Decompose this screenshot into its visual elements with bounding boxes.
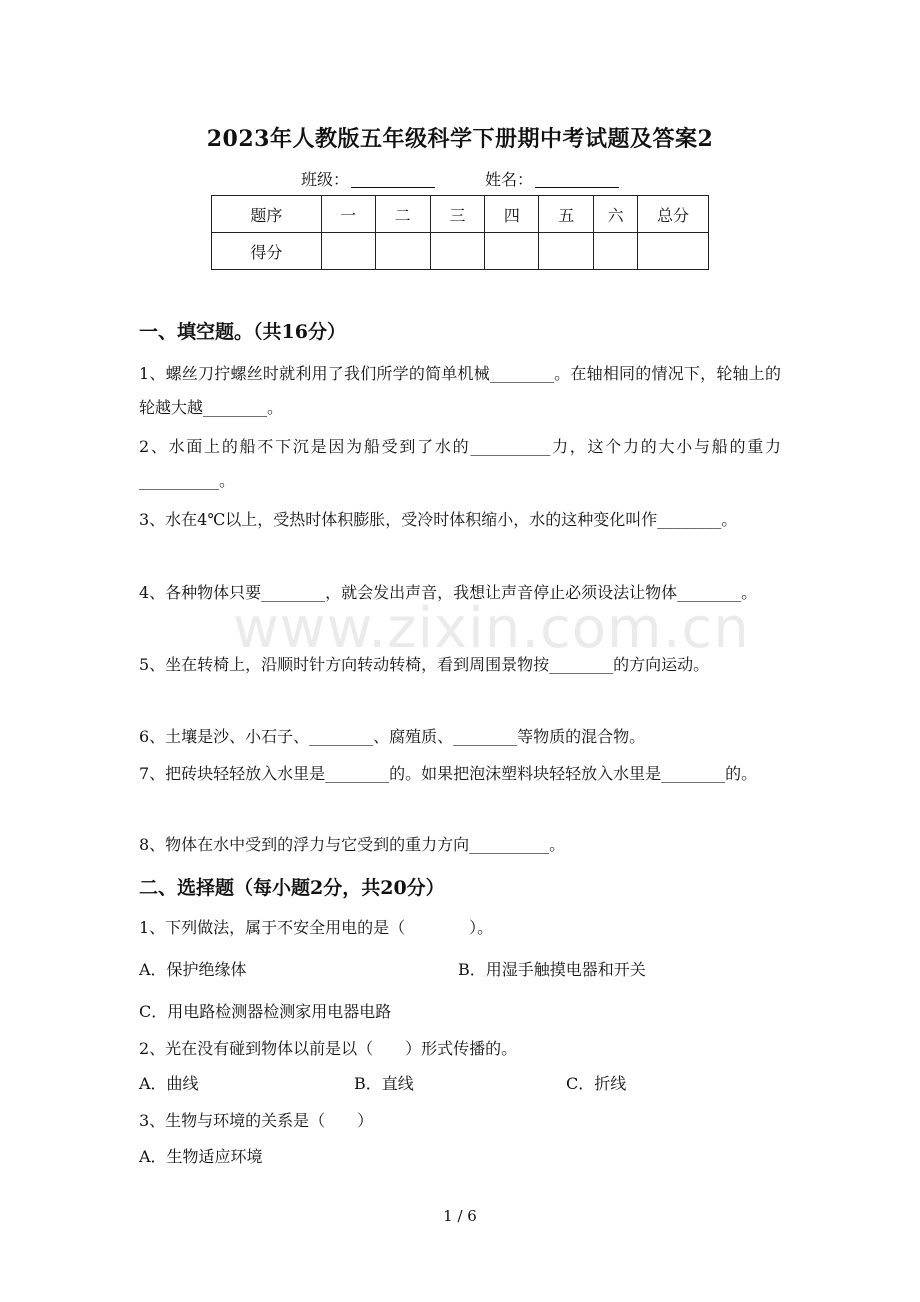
choice-question-3-stem: 3、生物与环境的关系是（ ） <box>139 1111 374 1130</box>
score-header-cell: 五 <box>539 196 594 233</box>
choice-question-1-stem: 1、下列做法，属于不安全用电的是（ ）。 <box>139 918 494 937</box>
name-blank[interactable] <box>535 171 619 188</box>
section-2-title: 二、选择题（每小题2分，共20分） <box>139 877 445 899</box>
choice-q1-option-b[interactable]: B．用湿手触摸电器和开关 <box>458 960 646 979</box>
score-row-label: 得分 <box>212 233 322 270</box>
score-header-cell: 三 <box>430 196 485 233</box>
score-table-score-row <box>212 233 709 270</box>
score-header-cell: 六 <box>594 196 638 233</box>
class-label: 班级： <box>300 170 349 189</box>
choice-q1-option-a[interactable]: A．保护绝缘体 <box>139 960 247 979</box>
choice-q3-option-a[interactable]: A．生物适应环境 <box>139 1147 263 1166</box>
page-number: 1 / 6 <box>443 1207 477 1225</box>
score-header-cell: 题序 <box>212 196 322 233</box>
score-cell[interactable] <box>375 233 430 270</box>
choice-q1-option-c[interactable]: C．用电路检测器检测家用电器电路 <box>139 1002 392 1021</box>
choice-q2-option-a[interactable]: A．曲线 <box>139 1074 199 1093</box>
fill-question-4: 4、各种物体只要________，就会发出声音，我想让声音停止必须设法让物体________。 <box>139 583 758 602</box>
choice-q2-option-c[interactable]: C．折线 <box>566 1074 627 1093</box>
score-cell[interactable] <box>485 233 539 270</box>
fill-question-8: 8、物体在水中受到的浮力与它受到的重力方向__________。 <box>139 835 566 854</box>
class-blank[interactable] <box>351 171 435 188</box>
choice-question-2-stem: 2、光在没有碰到物体以前是以（ ）形式传播的。 <box>139 1039 518 1058</box>
score-header-cell: 四 <box>485 196 539 233</box>
fill-question-1: 1、螺丝刀拧螺丝时就利用了我们所学的简单机械________。在轴相同的情况下，轮轴上的轮越大越________。 <box>139 364 781 417</box>
score-cell[interactable] <box>321 233 375 270</box>
score-cell[interactable] <box>594 233 638 270</box>
score-table-header-row <box>212 196 709 233</box>
watermark: www.zixin.com.cn <box>233 596 750 661</box>
fill-question-3: 3、水在4℃以上，受热时体积膨胀，受冷时体积缩小，水的这种变化叫作________。 <box>139 510 738 529</box>
score-header-cell: 一 <box>321 196 375 233</box>
section-1-title: 一、填空题。（共16分） <box>139 321 346 343</box>
page-title: 2023年人教版五年级科学下册期中考试题及答案2 <box>206 126 714 152</box>
score-cell[interactable] <box>430 233 485 270</box>
fill-question-6: 6、土壤是沙、小石子、________、腐殖质、________等物质的混合物。 <box>139 727 646 746</box>
student-info-line <box>0 167 920 190</box>
fill-question-5: 5、坐在转椅上，沿顺时针方向转动转椅，看到周围景物按________的方向运动。 <box>139 655 710 674</box>
score-cell[interactable] <box>539 233 594 270</box>
fill-question-7: 7、把砖块轻轻放入水里是________的。如果把泡沫塑料块轻轻放入水里是________的。 <box>139 764 758 783</box>
score-table <box>211 195 709 270</box>
score-header-cell: 总分 <box>638 196 709 233</box>
score-header-cell: 二 <box>375 196 430 233</box>
name-label: 姓名： <box>485 170 534 189</box>
choice-q2-option-b[interactable]: B．直线 <box>354 1074 414 1093</box>
score-cell[interactable] <box>638 233 709 270</box>
fill-question-2: 2、水面上的船不下沉是因为船受到了水的__________力，这个力的大小与船的重力__________。 <box>139 437 781 490</box>
